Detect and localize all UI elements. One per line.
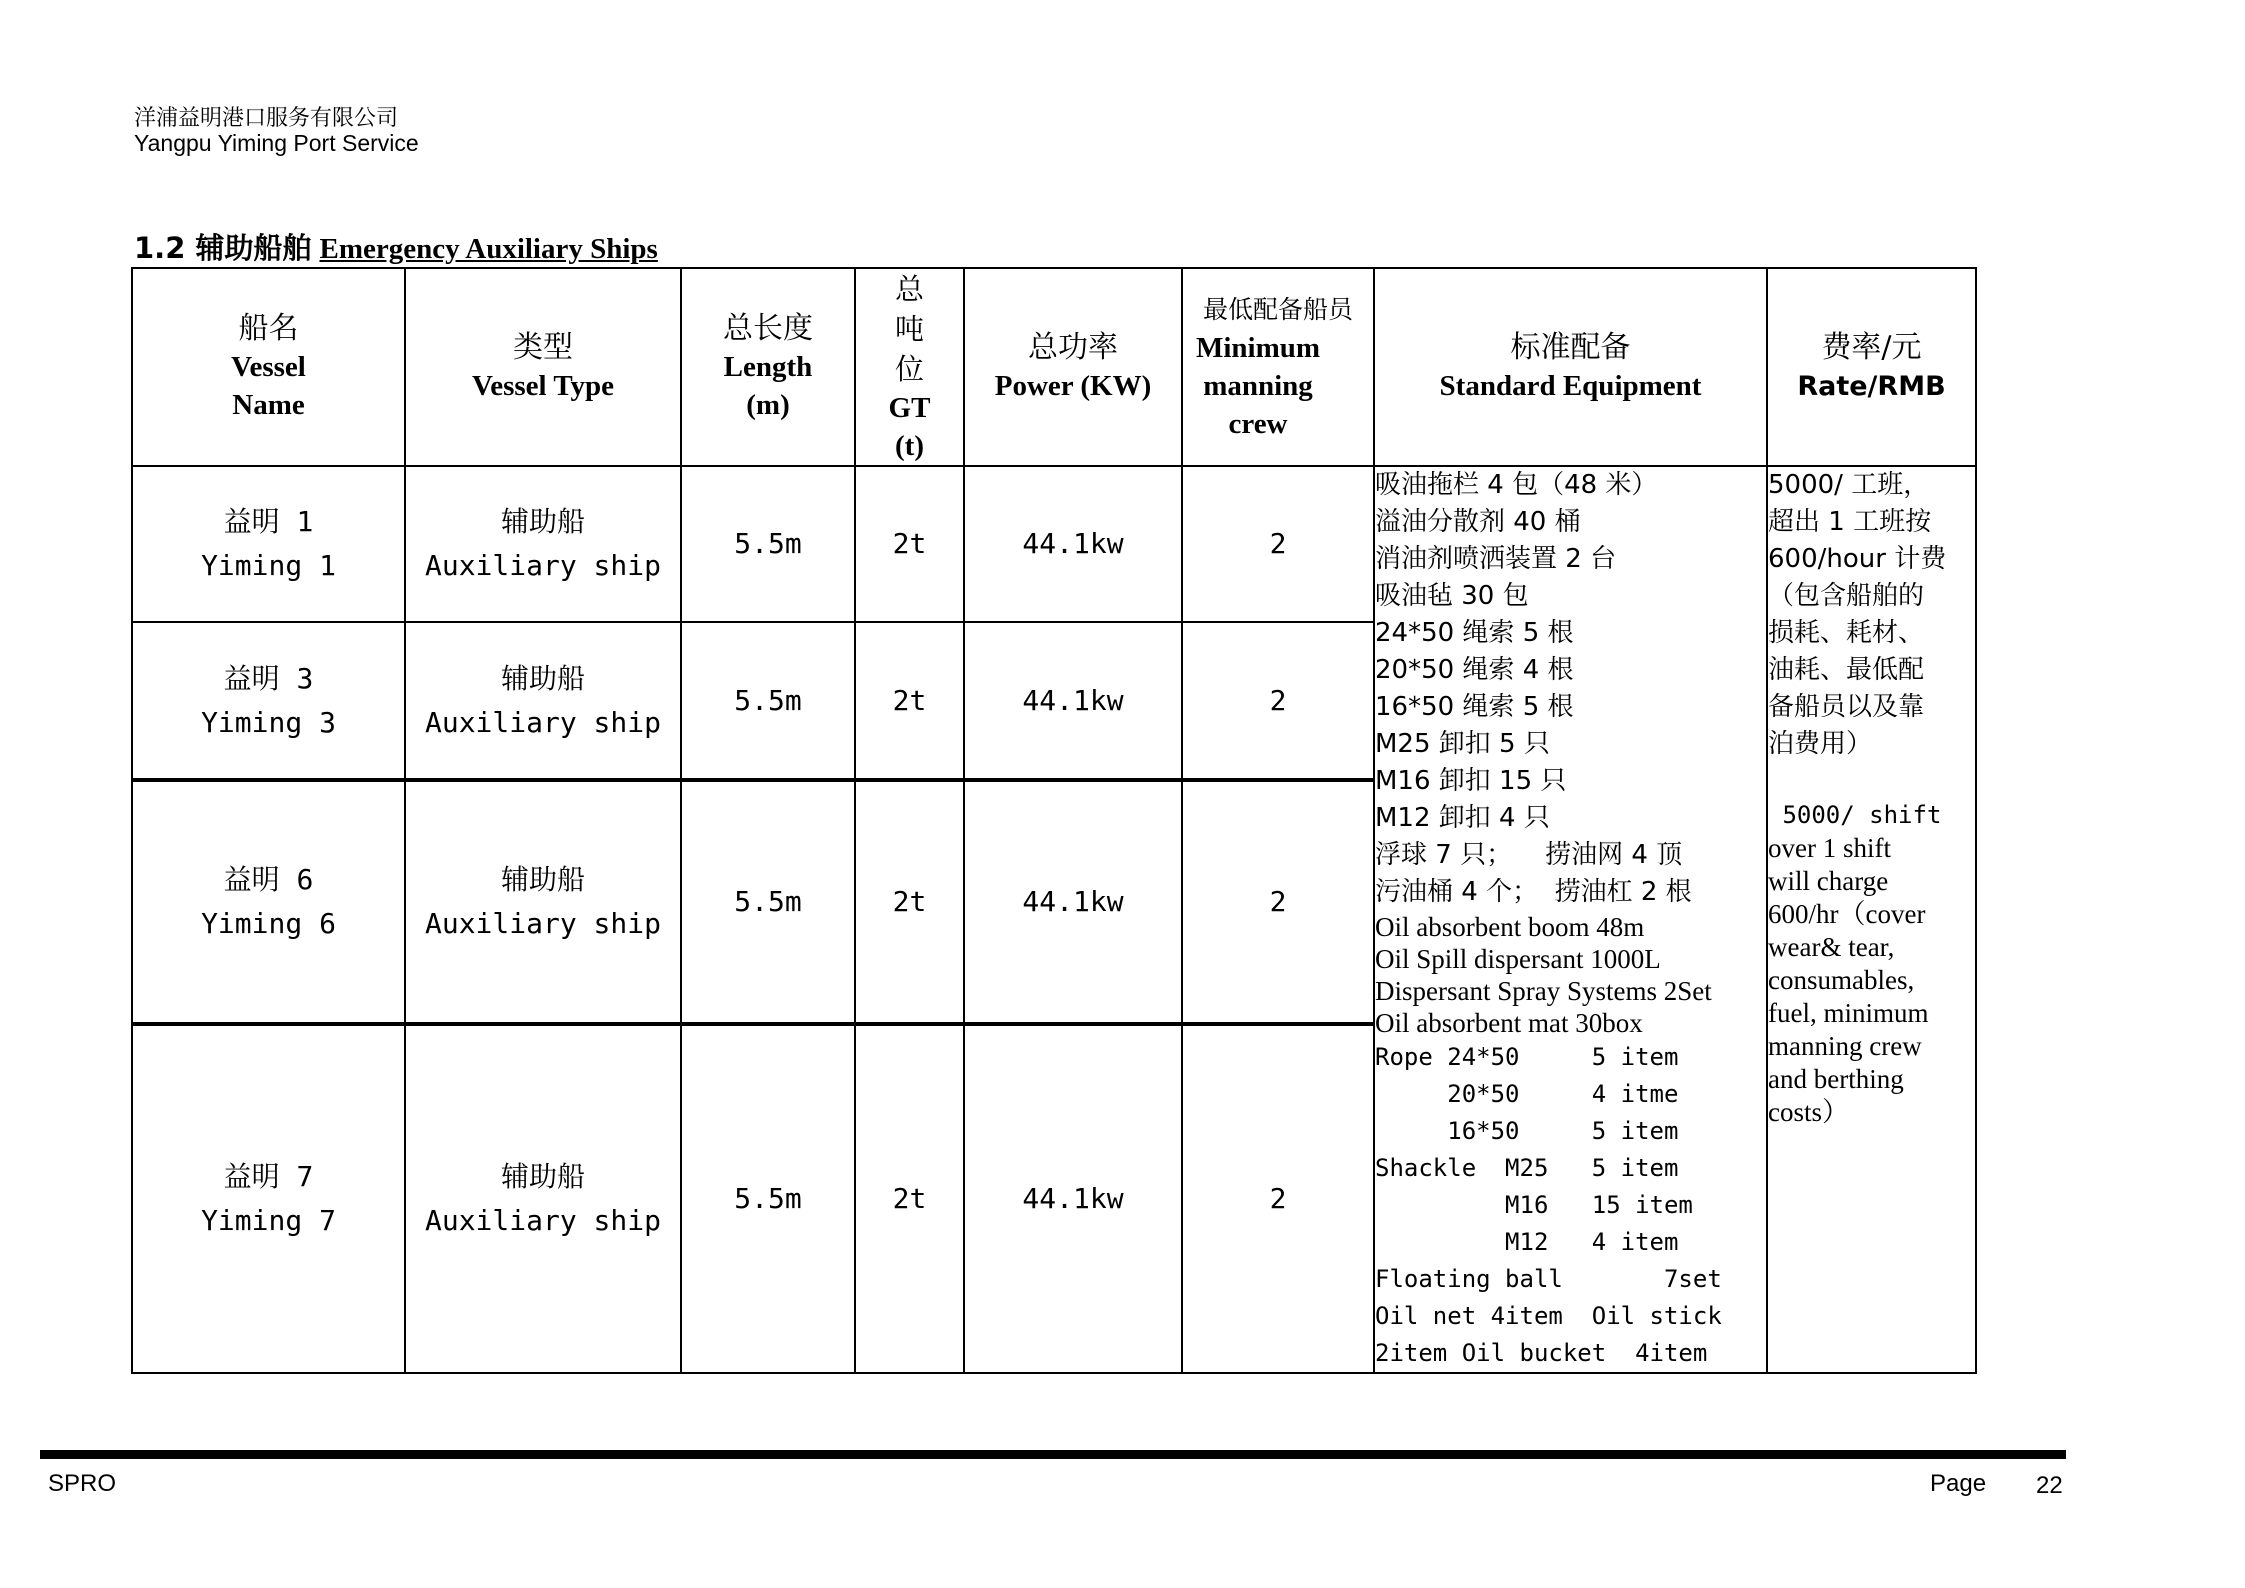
header-vessel-type: 类型 Vessel Type [405,268,681,466]
vessel-name-cell: 益明 7 Yiming 7 [132,1024,405,1373]
crew-cell: 2 [1182,780,1374,1024]
rate-line-en: 600/hr（cover [1768,899,1926,929]
equipment-line: M16 卸扣 15 只 [1375,766,1567,796]
table-row [132,466,1976,622]
rate-line-en: costs） [1768,1097,1849,1127]
crew-cell: 2 [1182,622,1374,780]
table-header-row [132,268,1976,466]
footer-divider [40,1450,2066,1459]
vessel-name-cell: 益明 6 Yiming 6 [132,780,405,1024]
company-name-en: Yangpu Yiming Port Service [134,130,419,156]
footer-label: SPRO [48,1470,117,1497]
crew-cell: 2 [1182,1024,1374,1373]
power-cell: 44.1kw [964,1024,1182,1373]
equipment-line-en: Floating ball 7set [1375,1265,1722,1293]
equipment-line-en: Oil Spill dispersant 1000L [1375,944,1661,974]
equipment-line: 消油剂喷洒装置 2 台 [1375,544,1617,574]
equipment-line-en: Shackle M25 5 item [1375,1154,1679,1182]
section-title [134,226,658,267]
equipment-line-en: 16*50 5 item [1375,1117,1679,1145]
rate-line: 泊费用） [1768,729,1873,759]
power-cell: 44.1kw [964,622,1182,780]
equipment-line-en: M16 15 item [1375,1191,1693,1219]
vessel-type-cell: 辅助船 Auxiliary ship [405,622,681,780]
equipment-line: 浮球 7 只； 捞油网 4 顶 [1375,840,1683,870]
equipment-line: 16*50 绳索 5 根 [1375,692,1574,722]
rate-line: 油耗、最低配 [1768,655,1925,685]
rate-line: （包含船舶的 [1768,581,1925,611]
rate-line-en: over 1 shift [1768,833,1891,863]
power-cell: 44.1kw [964,466,1182,622]
rate-line: 600/hour 计费 [1768,544,1947,574]
rate-line-en: manning crew [1768,1031,1922,1061]
header-equipment: 标准配备 Standard Equipment [1374,268,1767,466]
rate-line: 备船员以及靠 [1768,692,1925,722]
length-cell: 5.5m [681,466,855,622]
equipment-line-en: M12 4 item [1375,1228,1679,1256]
rate-line-en: 5000/ shift [1768,801,1942,829]
rate-cell [1767,466,1976,1373]
equipment-line: 吸油毡 30 包 [1375,581,1529,611]
section-title-en: Emergency Auxiliary Ships [319,233,658,265]
gt-cell: 2t [855,1024,964,1373]
rate-line-en: consumables, [1768,965,1915,995]
rate-line: 超出 1 工班按 [1768,507,1932,537]
equipment-line: M25 卸扣 5 只 [1375,729,1550,759]
gt-cell: 2t [855,622,964,780]
rate-line-en: wear& tear, [1768,932,1895,962]
vessel-type-cell: 辅助船 Auxiliary ship [405,466,681,622]
footer-page-label: Page [1930,1470,1987,1497]
vessel-name-cell: 益明 1 Yiming 1 [132,466,405,622]
equipment-line-en: Rope 24*50 5 item [1375,1043,1679,1071]
equipment-line-en: 20*50 4 itme [1375,1080,1679,1108]
header-length: 总长度 Length (m) [681,268,855,466]
footer-page-number: 22 [2036,1472,2063,1499]
gt-cell: 2t [855,780,964,1024]
rate-line-en: fuel, minimum [1768,998,1929,1028]
gt-cell: 2t [855,466,964,622]
rate-line-en: and berthing [1768,1064,1904,1094]
header-rate: 费率/元 Rate/RMB [1767,268,1976,466]
rate-line-en: will charge [1768,866,1889,896]
vessel-name-cell: 益明 3 Yiming 3 [132,622,405,780]
header-min-crew: 最低配备船员 Minimum manning crew [1182,268,1374,466]
standard-equipment-cell [1374,466,1767,1373]
length-cell: 5.5m [681,1024,855,1373]
header-gt: 总吨位 GT (t) [855,268,964,466]
section-number: 1.2 辅助船舶 [134,231,312,265]
auxiliary-ships-table [131,267,1977,1374]
crew-cell: 2 [1182,466,1374,622]
length-cell: 5.5m [681,780,855,1024]
equipment-line: 溢油分散剂 40 桶 [1375,507,1581,537]
rate-line: 损耗、耗材、 [1768,618,1925,648]
equipment-line-en: Dispersant Spray Systems 2Set [1375,976,1712,1006]
equipment-line: 20*50 绳索 4 根 [1375,655,1574,685]
equipment-line-en: Oil net 4item Oil stick [1375,1302,1722,1330]
vessel-type-cell: 辅助船 Auxiliary ship [405,780,681,1024]
power-cell: 44.1kw [964,780,1182,1024]
equipment-line: M12 卸扣 4 只 [1375,803,1550,833]
equipment-line: 吸油拖栏 4 包（48 米） [1375,470,1658,500]
equipment-line: 24*50 绳索 5 根 [1375,618,1574,648]
company-name-cn: 洋浦益明港口服务有限公司 [134,106,399,131]
equipment-line: 污油桶 4 个； 捞油杠 2 根 [1375,877,1692,907]
equipment-line-en: 2item Oil bucket 4item [1375,1339,1708,1367]
equipment-line-en: Oil absorbent mat 30box [1375,1008,1643,1038]
header-power: 总功率 Power (KW) [964,268,1182,466]
header-vessel-name: 船名 Vessel Name [132,268,405,466]
equipment-line-en: Oil absorbent boom 48m [1375,912,1645,942]
length-cell: 5.5m [681,622,855,780]
rate-line: 5000/ 工班， [1768,470,1930,500]
vessel-type-cell: 辅助船 Auxiliary ship [405,1024,681,1373]
